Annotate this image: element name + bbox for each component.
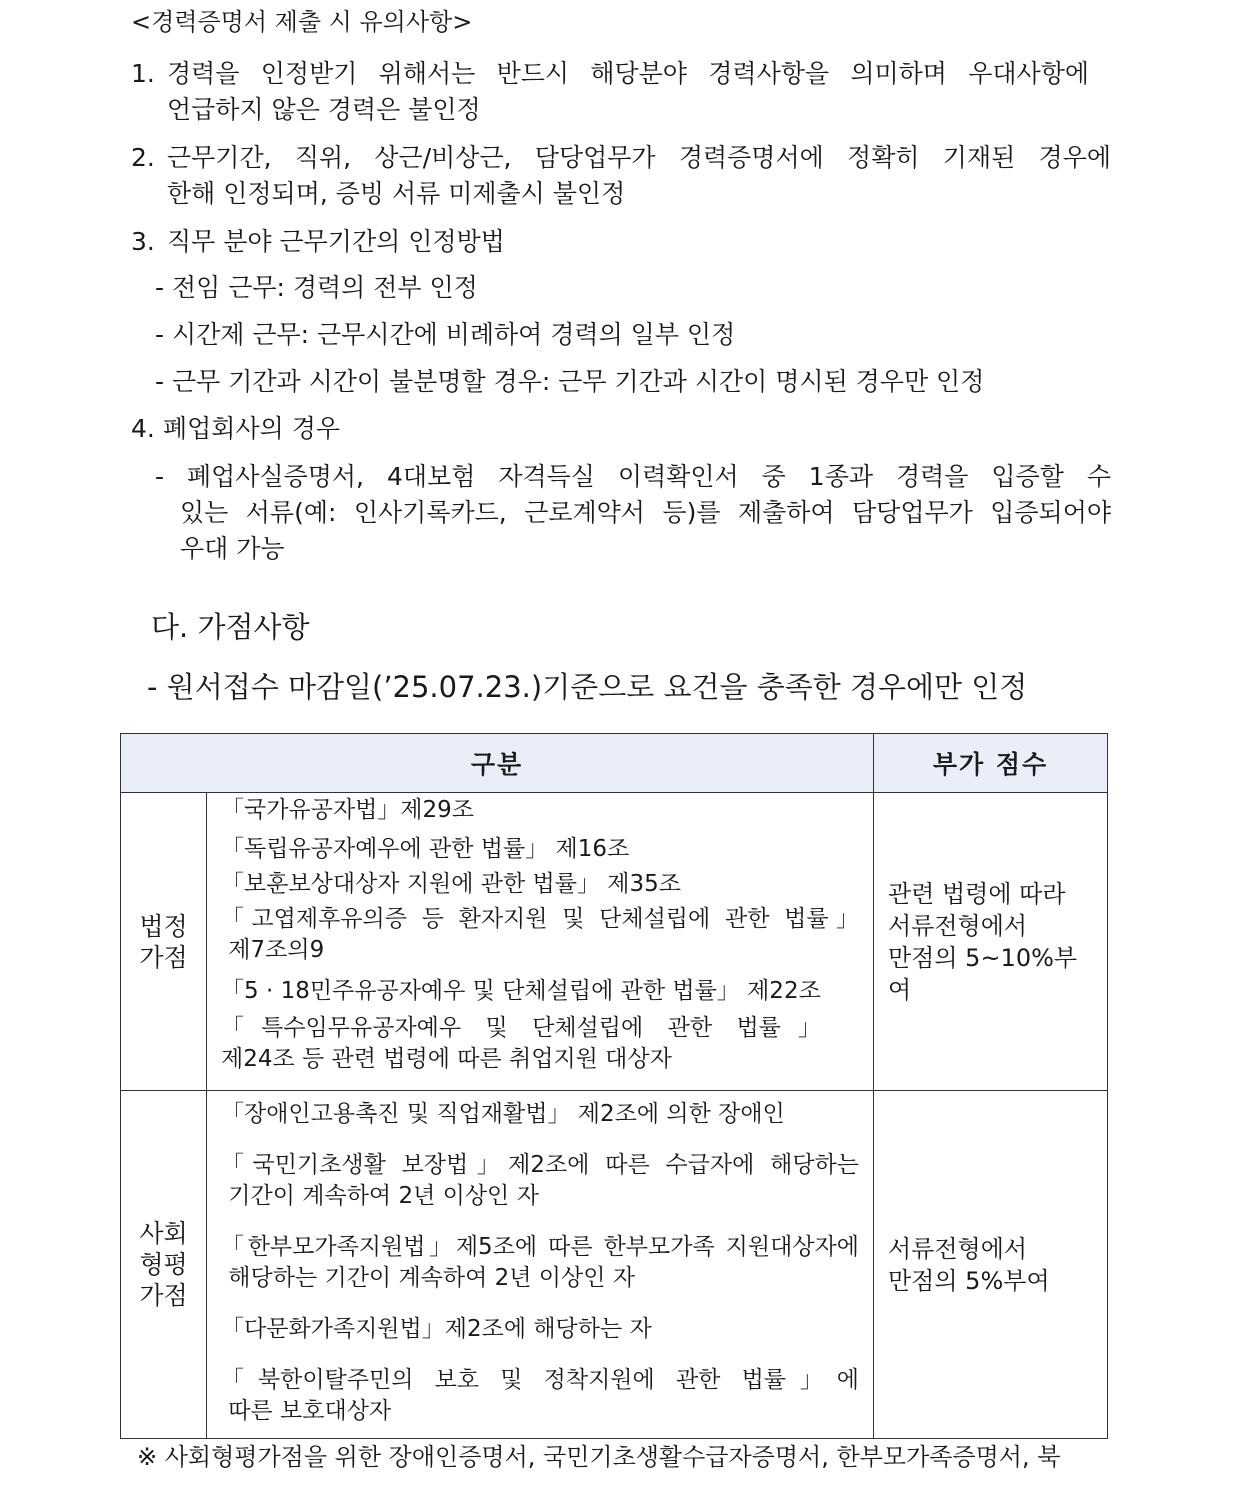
law-item-continued: 제7조의9 [221,937,325,963]
law-item: 「다문화가족지원법」제2조에 해당하는 자 [221,1316,652,1342]
item-number: 2. [131,143,155,172]
item-number: 3. [131,227,155,256]
category-text: 법정 [139,911,188,941]
item-text: 경력을 인정받기 위해서는 반드시 해당분야 경력사항을 의미하며 우대사항에 [167,59,1089,88]
table-row [121,1091,1108,1439]
law-item-continued: 제24조 등 관련 법령에 따른 취업지원 대상자 [221,1046,672,1072]
item-text: 한해 인정되며, 증빙 서류 미제출시 불인정 [167,179,626,208]
header-category: 구분 [121,734,874,793]
law-item-continued: 따른 보호대상자 [221,1398,392,1424]
item-text: 언급하지 않은 경력은 불인정 [167,95,481,124]
law-item: 「독립유공자예우에 관한 법률」 제16조 [221,836,630,862]
sub-item: 우대 가능 [180,534,285,563]
law-item: 「북한이탈주민의 보호 및 정착지원에 관한 법률」에 [221,1367,859,1393]
score-cell [874,1091,1108,1439]
law-item: 「특수임무유공자예우 및 단체설립에 관한 법률」 [221,1015,821,1041]
section-subheading: - 원서접수 마감일(’25.07.23.)기준으로 요건을 충족한 경우에만 인정 [147,670,1028,704]
notice-title: <경력증명서 제출 시 유의사항> [131,8,473,36]
law-item: 「5 · 18민주유공자예우 및 단체설립에 관한 법률」 제22조 [221,978,821,1004]
law-item-continued: 해당하는 기간이 계속하여 2년 이상인 자 [221,1265,635,1291]
score-text: 서류전형에서 [888,911,1028,940]
header-score: 부가 점수 [874,734,1108,793]
table-header-row [121,734,1108,793]
category-text: 가점 [139,942,188,972]
sub-item: - 전임 근무: 경력의 전부 인정 [155,273,478,302]
law-item: 「장애인고용촉진 및 직업재활법」 제2조에 의한 장애인 [221,1101,785,1127]
law-item-continued: 기간이 계속하여 2년 이상인 자 [221,1183,539,1209]
law-item: 「고엽제후유의증 등 환자지원 및 단체설립에 관한 법률」 [221,906,859,932]
laws-cell [207,793,874,1091]
sub-item: - 시간제 근무: 근무시간에 비례하여 경력의 일부 인정 [155,320,736,349]
sub-item: - 폐업사실증명서, 4대보험 자격득실 이력확인서 중 1종과 경력을 입증할 수 [155,462,1111,491]
score-text: 만점의 5%부여 [888,1266,1050,1295]
category-text: 사회 [139,1219,188,1248]
category-text: 형평 [139,1250,188,1279]
footer-note: ※ 사회형평가점을 위한 장애인증명서, 국민기초생활수급자증명서, 한부모가족증명서, 북 [137,1443,1061,1471]
laws-cell [207,1091,874,1439]
sub-item: - 근무 기간과 시간이 불분명할 경우: 근무 기간과 시간이 명시된 경우만 인정 [155,367,985,396]
score-text: 만점의 5~10%부여 [888,943,1078,1004]
section-heading: 다. 가점사항 [151,610,310,644]
table-row [121,793,1108,1091]
law-item: 「보훈보상대상자 지원에 관한 법률」 제35조 [221,871,681,897]
sub-item: 있는 서류(예: 인사기록카드, 근로계약서 등)를 제출하여 담당업무가 입증되어야 [180,498,1111,527]
item-text: 폐업회사의 경우 [163,414,340,443]
score-cell [874,793,1108,1091]
law-item: 「국민기초생활 보장법」제2조에 따른 수급자에 해당하는 [221,1152,859,1178]
category-cell [121,793,207,1091]
bonus-points-table [120,733,1108,1439]
law-item: 「국가유공자법」제29조 [221,797,475,823]
item-text: 직무 분야 근무기간의 인정방법 [167,227,505,256]
score-text: 관련 법령에 따라 [888,879,1066,908]
category-cell [121,1091,207,1439]
item-number: 4. [131,414,155,443]
score-text: 서류전형에서 [888,1234,1028,1263]
law-item: 「한부모가족지원법」제5조에 따른 한부모가족 지원대상자에 [221,1234,859,1260]
item-text: 근무기간, 직위, 상근/비상근, 담당업무가 경력증명서에 정확히 기재된 경우에 [167,143,1111,172]
item-number: 1. [131,59,155,88]
category-text: 가점 [139,1281,188,1310]
